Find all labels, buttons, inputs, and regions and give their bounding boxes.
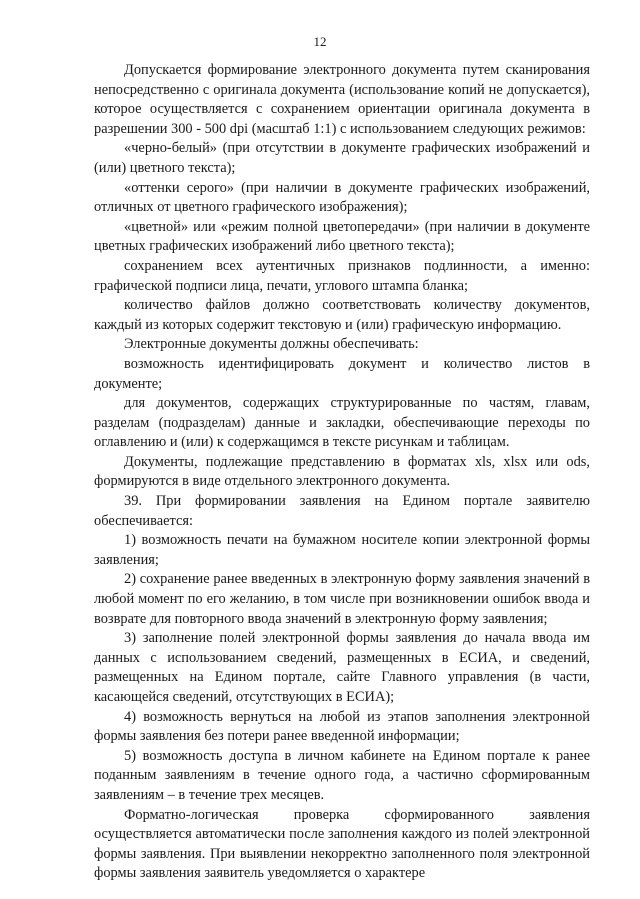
document-body [94,61,590,884]
paragraph-item-39-5: 5) возможность доступа в личном кабинете на Едином портале к ранее поданным заявлениям в течение одного года, а частично сформированным заявлениям – в течение трех месяцев. [94,747,590,803]
paragraph-spreadsheet-formats: Документы, подлежащие представлению в форматах xls, xlsx или ods, формируются в виде отдельного электронного документа. [94,453,590,490]
paragraph-mode-black-white: «черно-белый» (при отсутствии в документе графических изображений и (или) цветного текста); [94,140,590,176]
paragraph-item-39-2: 2) сохранение ранее введенных в электронную форму заявления значений в любой момент по его желанию, в том числе при возникновении ошибок ввода и возврате для повторного ввода значений в электронную форму заявления; [94,571,590,627]
paragraph-electronic-docs-intro: Электронные документы должны обеспечивать: [124,336,419,353]
paragraph-item-39: 39. При формировании заявления на Едином портале заявителю обеспечивается: [94,493,590,529]
paragraph-scanning-requirements: Допускается формирование электронного документа путем сканирования непосредственно с оригинала документа (использование копий не допускается), которое осуществляется с сохранением ориентации оригинала документа в разрешении 300 - 500 dpi (масштаб 1:1) с использованием следующих режимов: [94,62,590,137]
paragraph-item-39-4: 4) возможность вернуться на любой из этапов заполнения электронной формы заявления без потери ранее введенной информации; [94,708,590,745]
paragraph-file-count: количество файлов должно соответствовать количеству документов, каждый из которых содержит текстовую и (или) графическую информацию. [94,297,590,333]
page-number: 12 [313,34,327,49]
paragraph-mode-grayscale: «оттенки серого» (при наличии в документе графических изображений, отличных от цветного графического изображения); [94,179,590,216]
paragraph-item-39-3: 3) заполнение полей электронной формы заявления до начала ввода им данных с использованием сведений, размещенных в ЕСИА, и сведений, размещенных на Едином портале, сайте Главного управления (в части, касающейся сведений, отсутствующих в ЕСИА); [94,630,590,705]
paragraph-item-39-1: 1) возможность печати на бумажном носителе копии электронной формы заявления; [94,532,590,568]
paragraph-mode-color: «цветной» или «режим полной цветопередачи» (при наличии в документе цветных графических изображений либо цветного текста); [94,218,590,255]
paragraph-format-logic-check: Форматно-логическая проверка сформированного заявления осуществляется автоматически после заполнения каждого из полей электронной формы заявления. При выявлении некорректно заполненного поля электронной формы заявления заявитель уведомляется о характере [94,806,590,882]
paragraph-authenticity: сохранением всех аутентичных признаков подлинности, а именно: графической подписи лица, печати, углового штампа бланка; [94,257,590,294]
paragraph-structured-documents: для документов, содержащих структурированные по частям, главам, разделам (подразделам) данные и закладки, обеспечивающие переходы по оглавлению и (или) к содержащимся в тексте рисункам и таблицам. [94,395,590,451]
paragraph-identify-document: возможность идентифицировать документ и количество листов в документе; [94,355,590,392]
